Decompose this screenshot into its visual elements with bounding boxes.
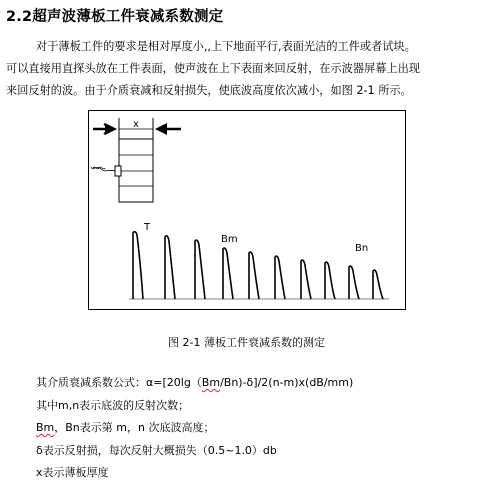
note-line-4: x表示薄板厚度 [36, 466, 109, 479]
formula-bm-squiggle: Bm [201, 376, 221, 389]
formula-expr-start: α=[20lg（ [146, 376, 202, 389]
attenuation-diagram [89, 111, 405, 309]
note-line-2 [36, 419, 214, 435]
paragraph-line-2: 可以直接用直探头放在工件表面，使声波在上下表面来回反射，在示波器屏幕上出现 [6, 62, 420, 75]
thickness-label: x [133, 119, 139, 130]
section-heading: 2.2超声波薄板工件衰减系数测定 [6, 9, 224, 25]
formula-line [36, 374, 353, 390]
formula-expr-end: /Bn)-δ]/2(n-m)x(dB/mm) [220, 376, 354, 389]
echo-waveform [133, 232, 383, 299]
pulse-label-bm: Bm [221, 234, 238, 245]
note-bm-squiggle: Bm [36, 421, 55, 434]
note-line-3: δ表示反射损，每次反射大概损失（0.5~1.0）db [36, 444, 277, 457]
note-line-1: 其中m,n表示底波的反射次数； [36, 399, 190, 412]
figure-frame [88, 110, 406, 310]
workpiece-plate [119, 139, 153, 202]
pulse-label-t: T [144, 222, 151, 233]
pulse-label-bn: Bn [355, 243, 369, 254]
paragraph-line-1: 对于薄板工件的要求是相对厚度小,,上下地面平行,表面光洁的工件或者试块。 [36, 40, 416, 53]
probe [115, 166, 121, 176]
paragraph-line-3: 来回反射的波。由于介质衰减和反射损失，使底波高度依次减小，如图 2-1 所示。 [6, 84, 412, 97]
note-line-2-rest: ，Bn表示第 m，n 次底波高度； [54, 421, 215, 434]
figure-caption: 图 2-1 薄板工件衰减系数的测定 [168, 336, 325, 349]
formula-prefix: 其介质衰减系数公式： [36, 376, 146, 389]
